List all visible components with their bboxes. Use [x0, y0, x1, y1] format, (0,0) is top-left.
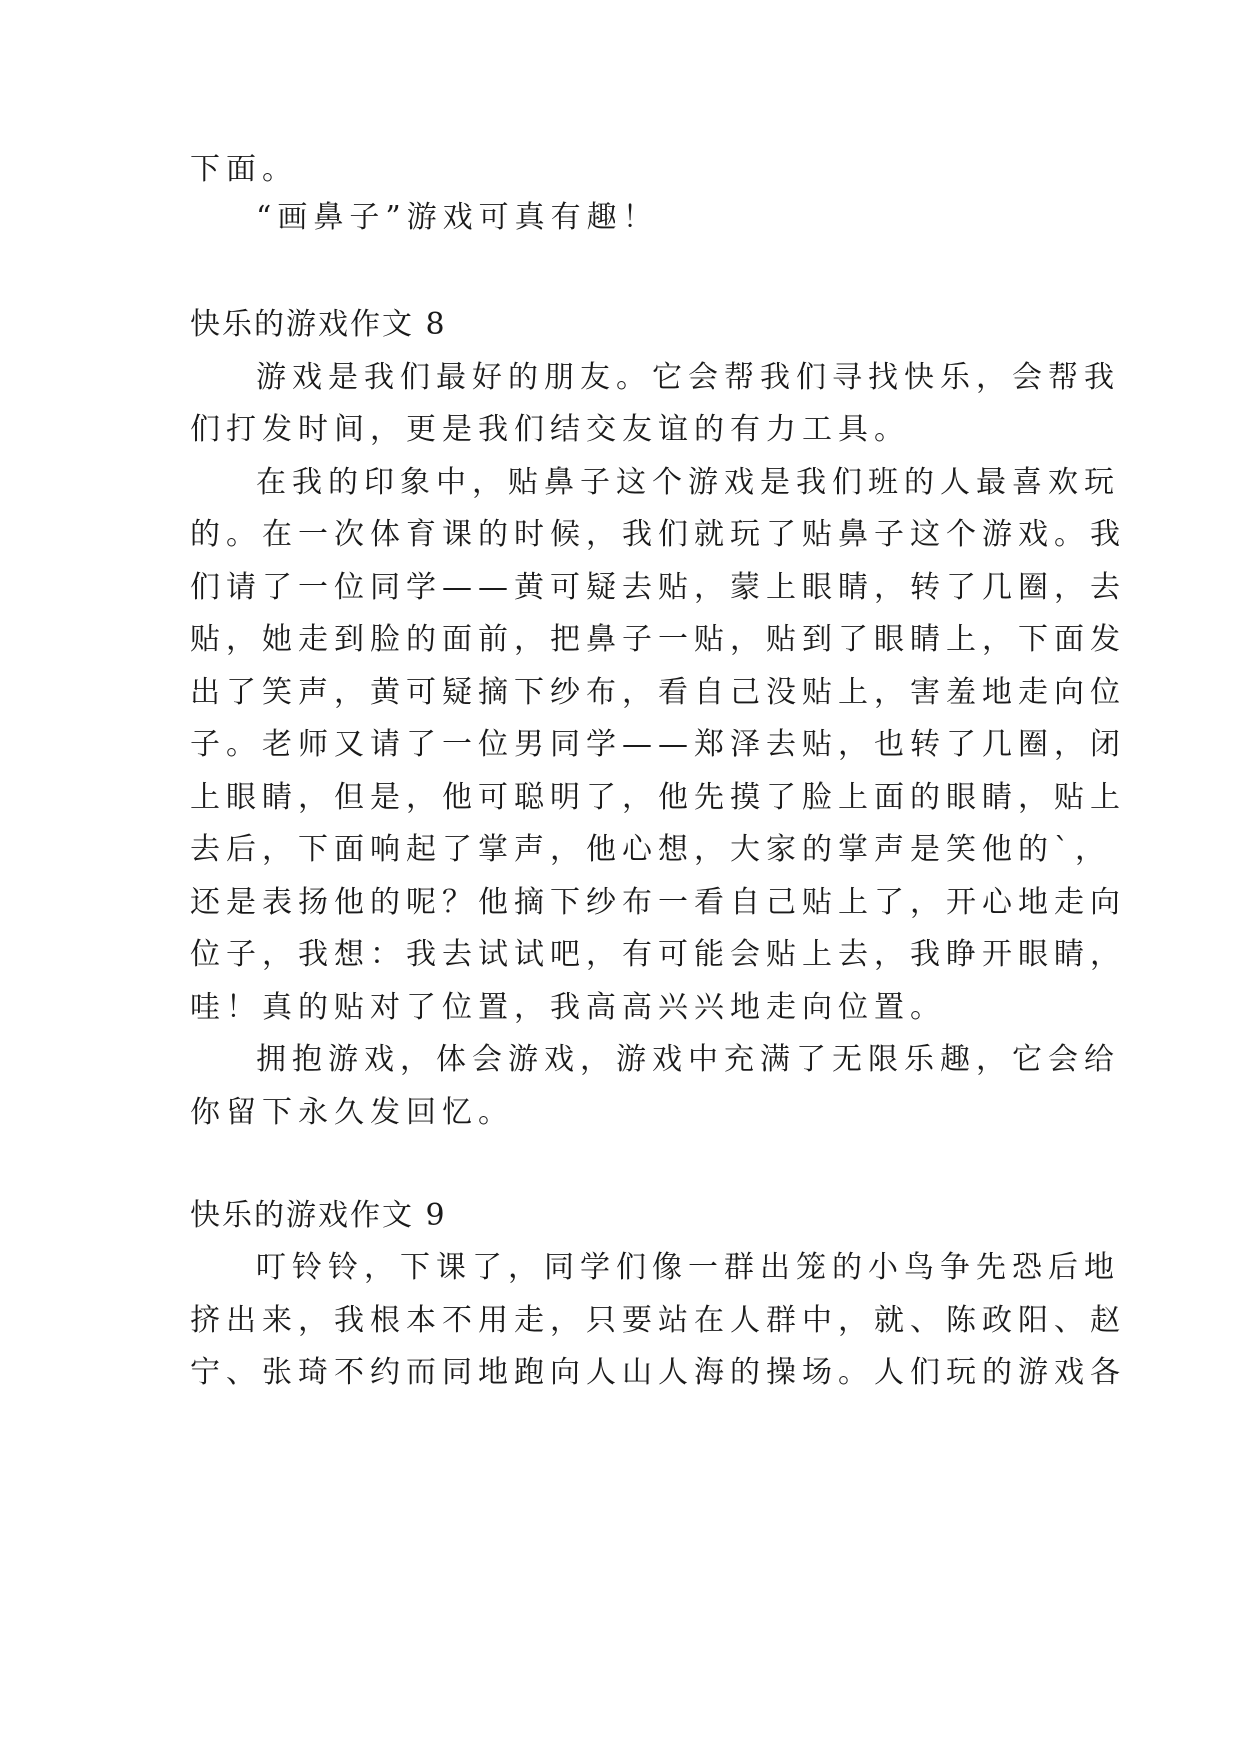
text-line: 出了笑声，黄可疑摘下纱布，看自己没贴上，害羞地走向位: [190, 675, 1126, 710]
text-line: 位子，我想：我去试试吧，有可能会贴上去，我睁开眼睛，: [190, 937, 1126, 972]
text-line: 的。在一次体育课的时候，我们就玩了贴鼻子这个游戏。我: [190, 517, 1126, 552]
text-line: 上眼睛，但是，他可聪明了，他先摸了脸上面的眼睛，贴上: [190, 780, 1126, 815]
text-line: 贴，她走到脸的面前，把鼻子一贴，贴到了眼睛上，下面发: [190, 622, 1126, 657]
text-line: 宁、张琦不约而同地跑向人山人海的操场。人们玩的游戏各: [190, 1355, 1126, 1390]
text-line: 们请了一位同学——黄可疑去贴，蒙上眼睛，转了几圈，去: [190, 570, 1126, 605]
text-line: 下面。: [190, 152, 298, 187]
text-line: 你留下永久发回忆。: [190, 1095, 514, 1130]
text-line: 哇！真的贴对了位置，我高高兴兴地走向位置。: [190, 990, 946, 1025]
essay-8-title: 快乐的游戏作文 8: [190, 307, 447, 342]
essay-9-title: 快乐的游戏作文 9: [190, 1198, 447, 1233]
text-line: “画鼻子”游戏可真有趣！: [256, 200, 659, 235]
text-line: 们打发时间，更是我们结交友谊的有力工具。: [190, 412, 910, 447]
text-line: 在我的印象中，贴鼻子这个游戏是我们班的人最喜欢玩: [256, 465, 1120, 500]
text-line: 子。老师又请了一位男同学——郑泽去贴，也转了几圈，闭: [190, 727, 1126, 762]
text-line: 游戏是我们最好的朋友。它会帮我们寻找快乐，会帮我: [256, 360, 1120, 395]
text-line: 还是表扬他的呢？他摘下纱布一看自己贴上了，开心地走向: [190, 885, 1126, 920]
text-line: 挤出来，我根本不用走，只要站在人群中，就、陈政阳、赵: [190, 1303, 1126, 1338]
text-line: 去后，下面响起了掌声，他心想，大家的掌声是笑他的`，: [190, 832, 1111, 867]
text-line: 拥抱游戏，体会游戏，游戏中充满了无限乐趣，它会给: [256, 1042, 1120, 1077]
text-line: 叮铃铃，下课了，同学们像一群出笼的小鸟争先恐后地: [256, 1250, 1120, 1285]
